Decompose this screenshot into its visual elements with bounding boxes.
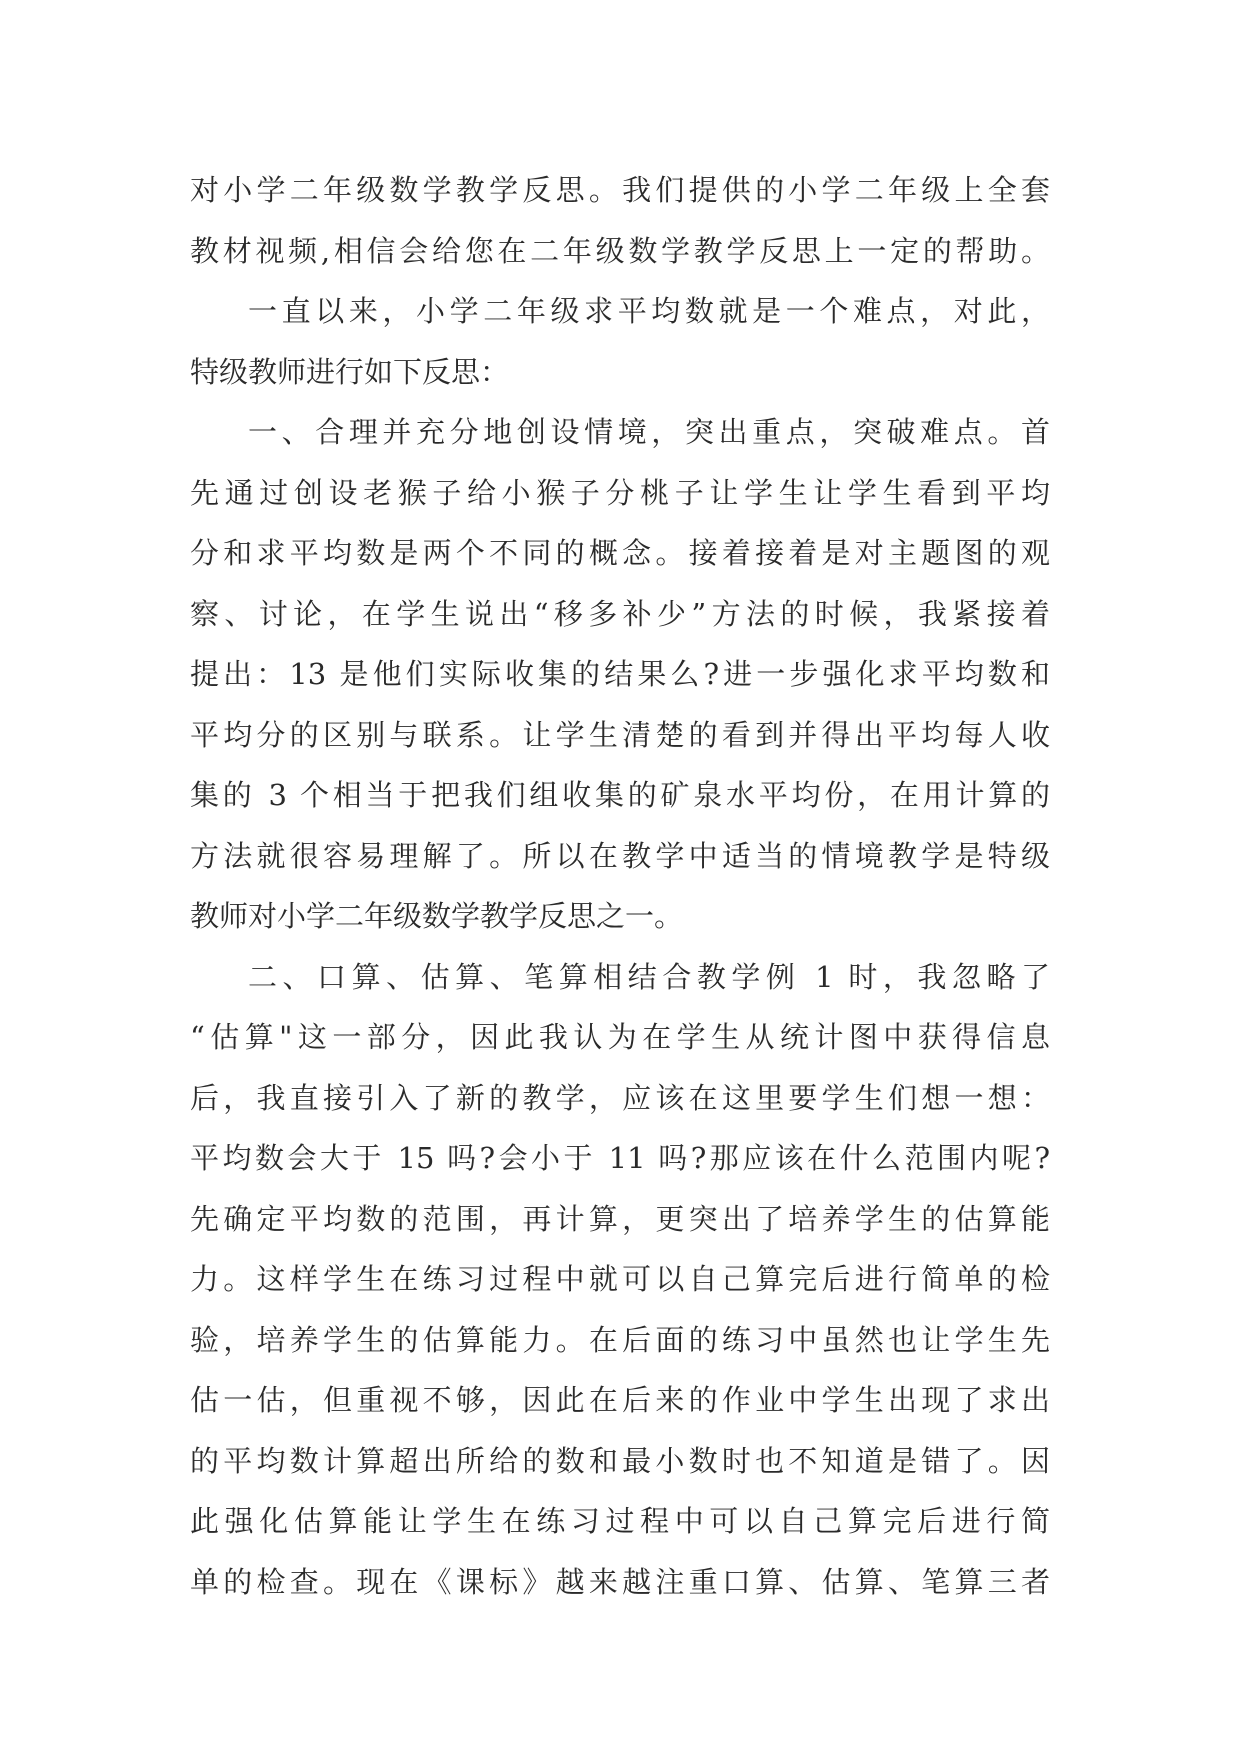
text-line: 先通过创设老猴子给小猴子分桃子让学生让学生看到平均 [190,475,1050,510]
text-line: 此强化估算能让学生在练习过程中可以自己算完后进行简 [190,1504,1050,1538]
text-line: 一直以来，小学二年级求平均数就是一个难点，对此， [248,294,1050,328]
text-line: 提出：13 是他们实际收集的结果么?进一步强化求平均数和 [190,657,1050,691]
text-line: 验，培养学生的估算能力。在后面的练习中虽然也让学生先 [190,1322,1050,1357]
text-line: 后，我直接引入了新的教学，应该在这里要学生们想一想： [190,1080,1050,1115]
text-line: 的平均数计算超出所给的数和最小数时也不知道是错了。因 [190,1443,1050,1478]
text-line: 平均数会大于 15 吗?会小于 11 吗?那应该在什么范围内呢? [190,1141,1050,1175]
paragraph [190,281,1050,402]
text-line: 估一估，但重视不够，因此在后来的作业中学生出现了求出 [190,1383,1050,1417]
text-line: 教师对小学二年级数学教学反思之一。 [190,899,684,933]
text-line: 察、讨论，在学生说出“移多补少”方法的时候，我紧接着 [190,596,1050,631]
text-line: 单的检查。现在《课标》越来越注重口算、估算、笔算三者 [190,1564,1050,1599]
text-line: 平均分的区别与联系。让学生清楚的看到并得出平均每人收 [190,717,1050,752]
document-page [190,160,1050,1612]
paragraph [190,947,1050,1613]
text-line: 先确定平均数的范围，再计算，更突出了培养学生的估算能 [190,1201,1050,1236]
text-line: 特级教师进行如下反思： [190,354,510,389]
text-line: 对小学二年级数学教学反思。我们提供的小学二年级上全套 [190,173,1050,207]
paragraph [190,402,1050,947]
text-line: “估算"这一部分，因此我认为在学生从统计图中获得信息 [190,1020,1050,1054]
text-line: 一、合理并充分地创设情境，突出重点，突破难点。首 [248,415,1050,449]
text-line: 二、口算、估算、笔算相结合教学例 1 时，我忽略了 [248,959,1050,994]
text-line: 方法就很容易理解了。所以在教学中适当的情境教学是特级 [190,838,1050,873]
text-line: 集的 3 个相当于把我们组收集的矿泉水平均份，在用计算的 [190,778,1050,812]
text-line: 力。这样学生在练习过程中就可以自己算完后进行简单的检 [190,1262,1050,1296]
text-line: 教材视频,相信会给您在二年级数学教学反思上一定的帮助。 [190,233,1050,268]
paragraph [190,160,1050,281]
text-line: 分和求平均数是两个不同的概念。接着接着是对主题图的观 [190,536,1050,570]
